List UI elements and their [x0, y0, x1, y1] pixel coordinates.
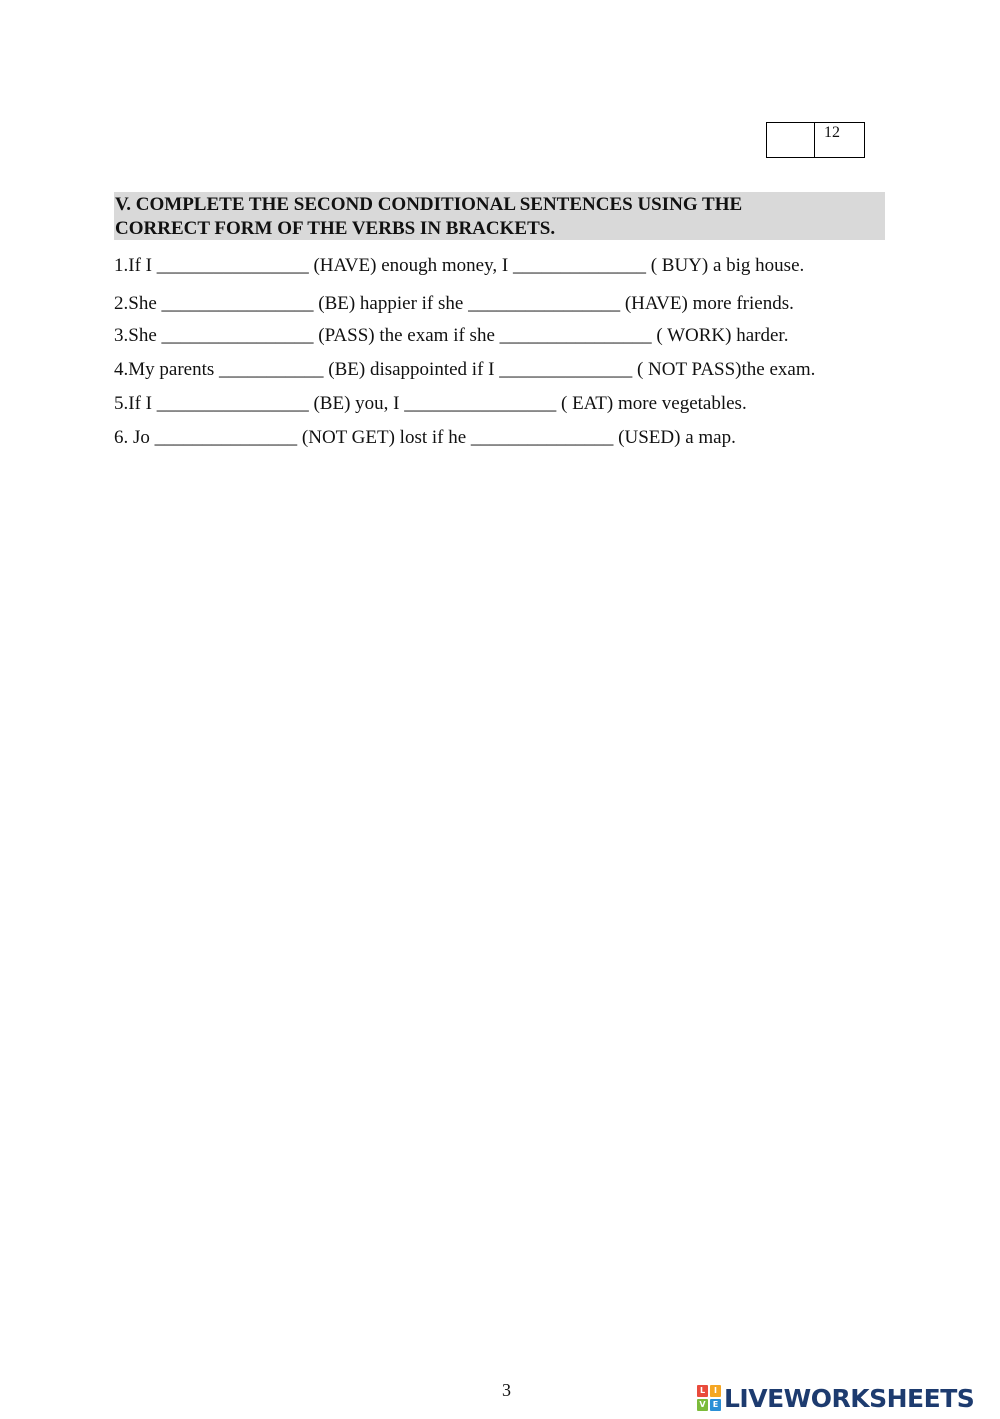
question-5: 5.If I ________________ (BE) you, I ________________ ( EAT) more vegetables. — [114, 393, 747, 414]
page-number: 3 — [502, 1380, 511, 1400]
score-box — [766, 122, 865, 158]
exercise-heading-line-1: V. COMPLETE THE SECOND CONDITIONAL SENTENCES USING THE — [115, 194, 743, 215]
score-blank-cell[interactable] — [767, 123, 815, 157]
question-2: 2.She ________________ (BE) happier if she ________________ (HAVE) more friends. — [114, 293, 794, 314]
question-4: 4.My parents ___________ (BE) disappointed if I ______________ ( NOT PASS)the exam. — [114, 359, 816, 380]
score-total-cell: 12 — [824, 124, 840, 141]
exercise-heading-line-2: CORRECT FORM OF THE VERBS IN BRACKETS. — [115, 218, 556, 239]
logo-tile-e: E — [710, 1399, 721, 1411]
logo-tile-i: I — [710, 1385, 721, 1397]
question-3: 3.She ________________ (PASS) the exam if she ________________ ( WORK) harder. — [114, 325, 789, 346]
logo-tile-v: V — [697, 1399, 708, 1411]
question-6: 6. Jo _______________ (NOT GET) lost if he _______________ (USED) a map. — [114, 427, 736, 448]
liveworksheets-brand — [697, 1383, 974, 1413]
exercise-heading — [114, 192, 885, 240]
brand-name: LIVEWORKSHEETS — [724, 1383, 975, 1413]
question-1: 1.If I ________________ (HAVE) enough money, I ______________ ( BUY) a big house. — [114, 255, 805, 276]
logo-tile-l: L — [697, 1385, 708, 1397]
liveworksheets-logo-icon — [697, 1385, 721, 1411]
